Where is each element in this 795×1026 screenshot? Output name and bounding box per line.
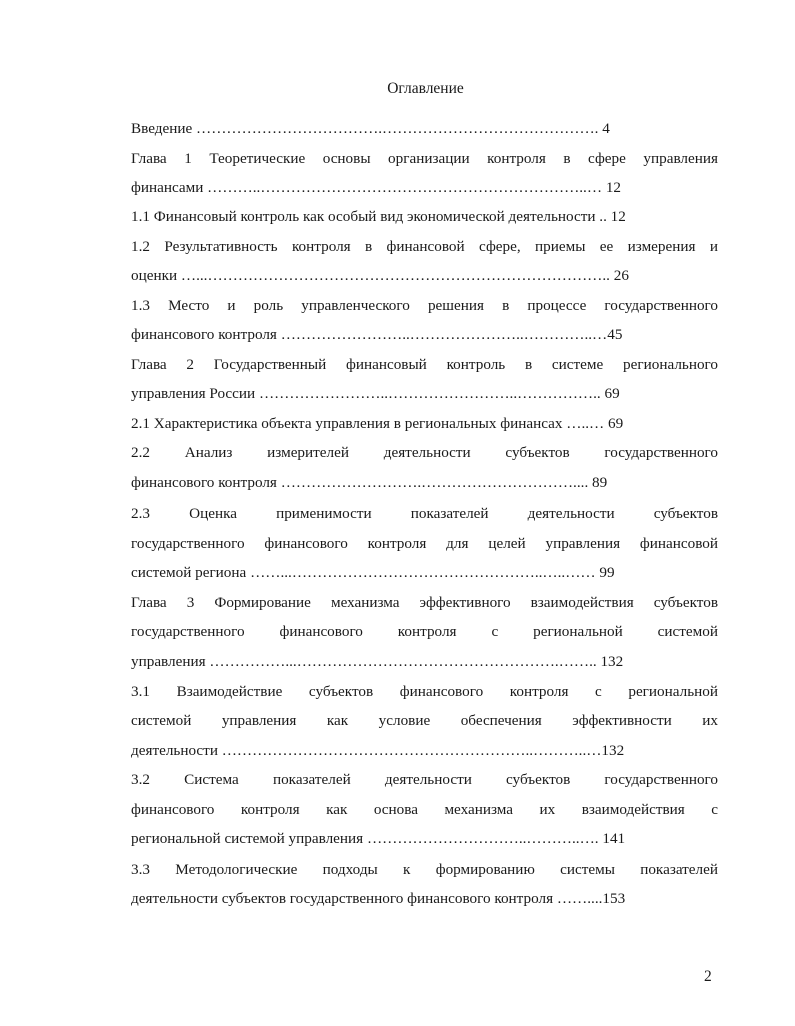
toc-line-1-2-cont: оценки …...…………………………………………………………………….. 26 xyxy=(131,267,629,284)
page-number: 2 xyxy=(704,968,712,985)
toc-line-intro: Введение ……………………………….……………………………………. 4 xyxy=(131,120,610,137)
toc-line-3-1: 3.1 Взаимодействие субъектов финансового контроля с региональной xyxy=(131,683,718,700)
toc-line-3-2-cont2: региональной системой управления …………………………..………..…. 141 xyxy=(131,830,626,847)
toc-line-chapter3: Глава 3 Формирование механизма эффективного взаимодействия субъектов xyxy=(131,594,718,611)
toc-line-2-3-cont1: государственного финансового контроля для целей управления финансовой xyxy=(131,535,718,552)
toc-line-1-2: 1.2 Результативность контроля в финансовой сфере, приемы ее измерения и xyxy=(131,238,718,255)
toc-line-3-2-cont1: финансового контроля как основа механизма их взаимодействия с xyxy=(131,801,718,818)
toc-line-3-1-cont1: системой управления как условие обеспечения эффективности их xyxy=(131,712,718,729)
toc-line-chapter3-cont1: государственного финансового контроля с региональной системой xyxy=(131,623,718,640)
toc-line-1-3: 1.3 Место и роль управленческого решения в процессе государственного xyxy=(131,297,718,314)
toc-heading: Оглавление xyxy=(387,80,464,97)
toc-line-chapter3-cont2: управления ……………...…………………………………………….…….. 132 xyxy=(131,653,624,670)
toc-line-chapter1: Глава 1 Теоретические основы организации контроля в сфере управления xyxy=(131,150,718,167)
toc-line-2-3-cont2: системой региона ……...…………………………………………..…..…… 99 xyxy=(131,564,615,581)
toc-line-3-3: 3.3 Методологические подходы к формированию системы показателей xyxy=(131,861,718,878)
toc-line-3-2: 3.2 Система показателей деятельности субъектов государственного xyxy=(131,771,718,788)
toc-line-chapter2: Глава 2 Государственный финансовый контроль в системе регионального xyxy=(131,356,718,373)
toc-line-1-1: 1.1 Финансовый контроль как особый вид экономической деятельности .. 12 xyxy=(131,208,626,225)
toc-line-3-1-cont2: деятельности ……………………………………………………..………..…132 xyxy=(131,742,625,759)
toc-line-chapter1-cont: финансами ………..………………………………………………………..… 12 xyxy=(131,179,622,196)
toc-line-2-2: 2.2 Анализ измерителей деятельности субъектов государственного xyxy=(131,444,718,461)
toc-line-chapter2-cont: управления России ……………………..……………………..…………….. 69 xyxy=(131,385,620,402)
toc-line-3-3-cont: деятельности субъектов государственного финансового контроля ……....153 xyxy=(131,890,626,907)
toc-line-2-1: 2.1 Характеристика объекта управления в региональных финансах …..… 69 xyxy=(131,415,624,432)
toc-line-1-3-cont: финансового контроля ……………………..…………………..…………..…45 xyxy=(131,326,623,343)
toc-line-2-2-cont: финансового контроля ……………………….………………………….... 89 xyxy=(131,474,608,491)
toc-line-2-3: 2.3 Оценка применимости показателей деятельности субъектов xyxy=(131,505,718,522)
